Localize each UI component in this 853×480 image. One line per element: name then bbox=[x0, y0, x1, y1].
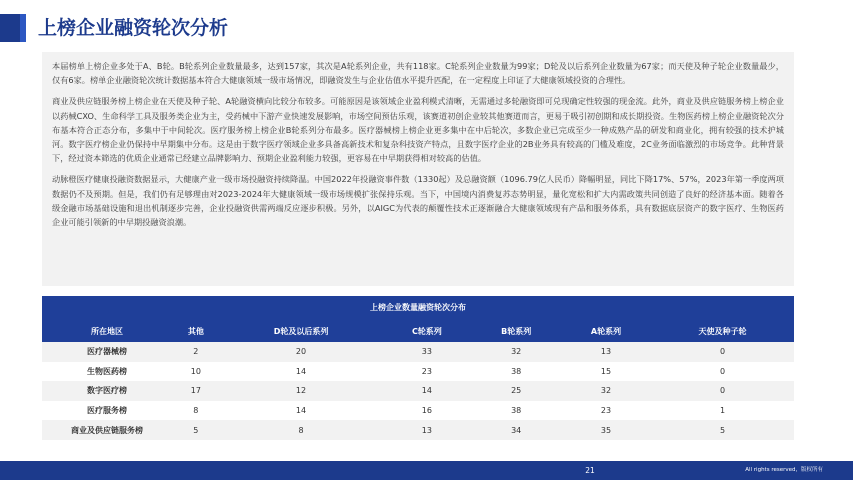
funding-rounds-table bbox=[42, 296, 794, 440]
cell-value: 34 bbox=[471, 420, 561, 440]
cell-value: 20 bbox=[220, 342, 383, 362]
cell-value: 15 bbox=[561, 362, 651, 382]
cell-region: 医疗服务榜 bbox=[42, 401, 172, 421]
cell-region: 商业及供应链服务榜 bbox=[42, 420, 172, 440]
paragraph-rounds-overview: 本届榜单上榜企业多处于A、B轮。B轮系列企业数量最多，达到157家，其次是A轮系列企业，共有118家。C轮系列企业数量为99家；D轮及以后系列企业数量为67家；而天使及种子轮企业数量最少，仅有6家。榜单企业融资轮次统计数据基本符合大健康领域一级市场情况，即融资发生与企业估值水平提升匹配，在一定程度上印证了大健康领域投资的合理性。 bbox=[52, 61, 784, 86]
table-row bbox=[42, 362, 794, 382]
header-b-round: B轮系列 bbox=[471, 320, 561, 342]
table-row bbox=[42, 401, 794, 421]
cell-value: 1 bbox=[651, 401, 794, 421]
cell-value: 32 bbox=[471, 342, 561, 362]
title-bar bbox=[0, 14, 853, 39]
cell-region: 数字医疗榜 bbox=[42, 381, 172, 401]
cell-value: 12 bbox=[220, 381, 383, 401]
paragraph-category-analysis: 商业及供应链服务榜上榜企业在天使及种子轮、A轮融资横向比较分布较多。可能原因是该领域企业盈利模式清晰，无需通过多轮融资即可兑现确定性较强的现金流。此外，商业及供应链服务榜上榜企业以药械CXO、生命科学工具及服务类企业为主，受药械中下游产业快速发展影响，市场空间预估乐观，该赛道初创企业较其他赛道而言，更易于吸引初创期和成长期投资。生物医药榜上榜企业融资轮次分布基本符合正态分布，多集中于中间轮次。医疗服务榜上榜企业B轮系列分布最多。医疗器械榜上榜企业更多集中在中后轮次，多数企业已完成至少一种成熟产品的研发和商业化，拥有较强的技术护城河。数字医疗榜企业仍保持中早期集中分布。这是由于数字医疗领域企业多具备高新技术和复杂科技资产特点，且数字医疗企业的2B业务具有较高的门槛及难度，2C业务面临激烈的市场竞争。此种背景下，经过资本筛选的优质企业通常已经建立品牌影响力、预期企业盈利能力较强，更容易在中早期获得相对较高的估值。 bbox=[52, 96, 784, 164]
cell-value: 0 bbox=[651, 362, 794, 382]
table-header-row bbox=[42, 320, 794, 342]
header-region: 所在地区 bbox=[42, 320, 172, 342]
cell-value: 32 bbox=[561, 381, 651, 401]
table-row bbox=[42, 342, 794, 362]
page-title: 上榜企业融资轮次分析 bbox=[38, 17, 229, 39]
cell-value: 38 bbox=[471, 362, 561, 382]
cell-region: 生物医药榜 bbox=[42, 362, 172, 382]
table-row bbox=[42, 381, 794, 401]
data-table bbox=[42, 320, 794, 440]
header-other: 其他 bbox=[172, 320, 220, 342]
page-number: 21 bbox=[585, 466, 595, 475]
cell-value: 38 bbox=[471, 401, 561, 421]
title-accent-bar-light bbox=[20, 14, 26, 42]
cell-value: 0 bbox=[651, 381, 794, 401]
cell-value: 33 bbox=[382, 342, 471, 362]
cell-value: 35 bbox=[561, 420, 651, 440]
cell-value: 13 bbox=[382, 420, 471, 440]
cell-value: 14 bbox=[220, 362, 383, 382]
cell-value: 0 bbox=[651, 342, 794, 362]
cell-value: 16 bbox=[382, 401, 471, 421]
cell-value: 23 bbox=[382, 362, 471, 382]
cell-value: 25 bbox=[471, 381, 561, 401]
header-c-round: C轮系列 bbox=[382, 320, 471, 342]
cell-value: 5 bbox=[651, 420, 794, 440]
analysis-text-box bbox=[42, 52, 794, 286]
header-d-round: D轮及以后系列 bbox=[220, 320, 383, 342]
footer-bar bbox=[0, 461, 853, 480]
cell-value: 13 bbox=[561, 342, 651, 362]
cell-value: 23 bbox=[561, 401, 651, 421]
header-angel-seed: 天使及种子轮 bbox=[651, 320, 794, 342]
cell-value: 10 bbox=[172, 362, 220, 382]
cell-value: 14 bbox=[220, 401, 383, 421]
cell-value: 8 bbox=[172, 401, 220, 421]
cell-value: 2 bbox=[172, 342, 220, 362]
table-caption: 上榜企业数量融资轮次分布 bbox=[42, 296, 794, 320]
cell-value: 8 bbox=[220, 420, 383, 440]
table-row bbox=[42, 420, 794, 440]
copyright-text: All rights reserved，版权所有 bbox=[745, 467, 823, 473]
title-accent-bar bbox=[0, 14, 20, 42]
header-a-round: A轮系列 bbox=[561, 320, 651, 342]
cell-value: 14 bbox=[382, 381, 471, 401]
paragraph-market-outlook: 动脉橙医疗健康投融资数据显示，大健康产业一级市场投融资持续降温。中国2022年投融资事件数（1330起）及总融资额（1096.79亿人民币）降幅明显，同比下降17%、57%，2023年第一季度两项数据仍不及预期。但是，我们仍有足够理由对2023-2024年大健康领域一级市场规模扩张保持乐观。当下，中国境内消费复苏态势明显，量化宽松和扩大内需政策共同创造了良好的经济基本面。随着各级金融市场基础设施和退出机制逐步完善，企业投融资供需两端反应逐步积极。另外，以AIGC为代表的颠覆性技术正逐渐融合大健康领域现有产品和服务体系，具有数据底层资产的数字医疗、生物医药企业可能引领新的中早期投融资浪潮。 bbox=[52, 174, 784, 228]
cell-value: 5 bbox=[172, 420, 220, 440]
cell-value: 17 bbox=[172, 381, 220, 401]
cell-region: 医疗器械榜 bbox=[42, 342, 172, 362]
